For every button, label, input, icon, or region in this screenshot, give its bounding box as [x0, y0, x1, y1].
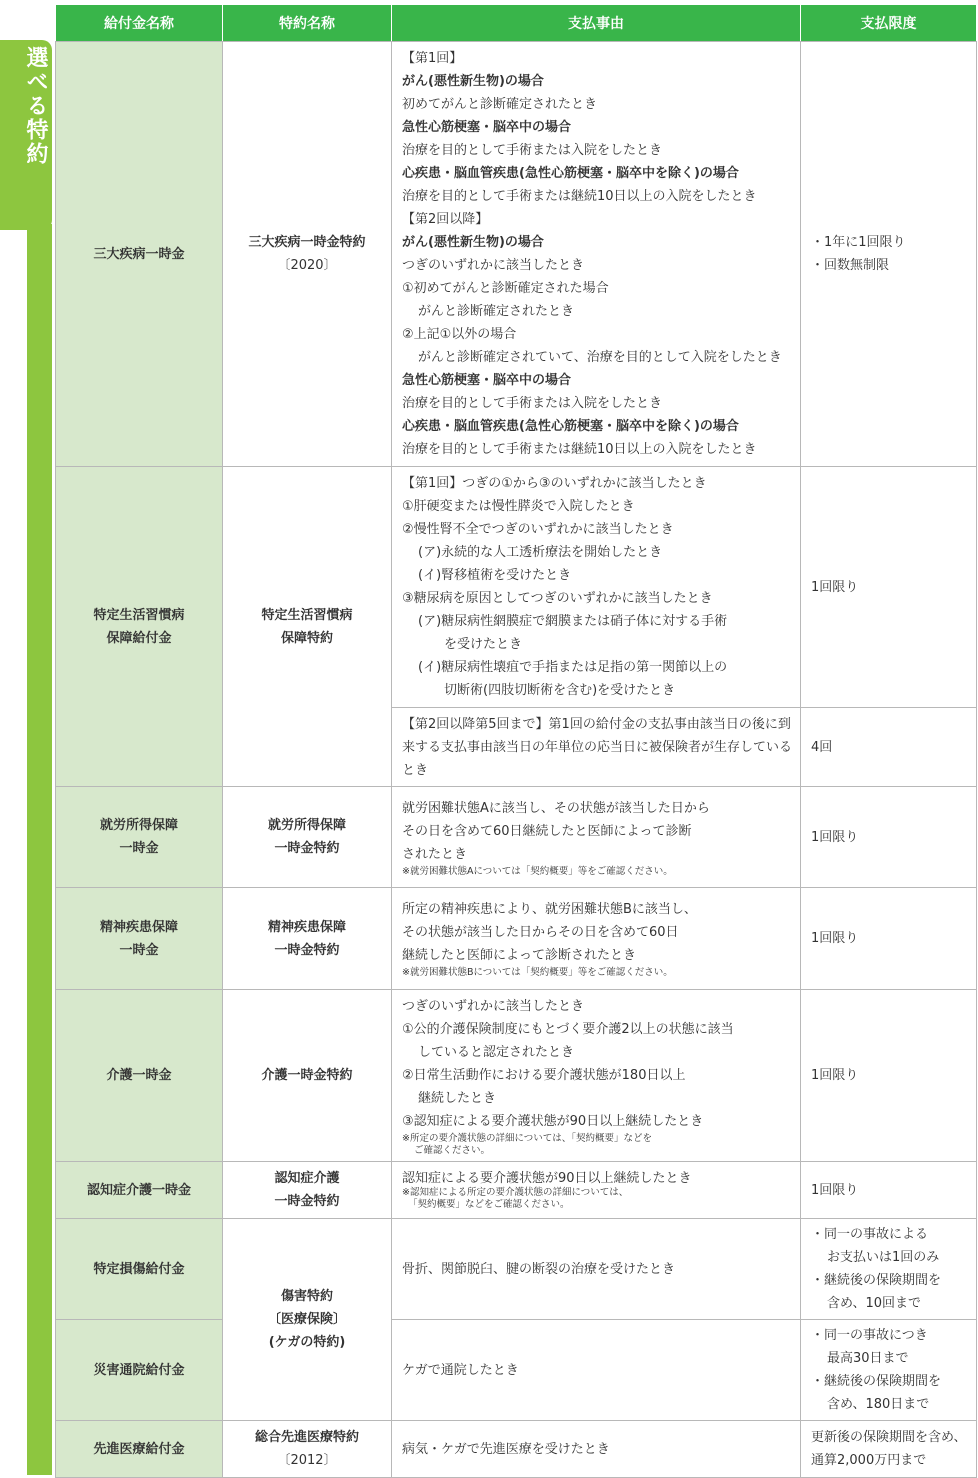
rider-name: 傷害特約 〔医療保険〕 (ケガの特約)	[223, 1219, 392, 1421]
payment-limit: 1回限り	[801, 1162, 977, 1219]
payment-reason: 所定の精神疾患により、就労困難状態Bに該当し、 その状態が該当した日からその日を含めて60日 継続したと医師によって診断されたとき ※就労困難状態Bについては「契約概要」等をご確認ください。	[392, 888, 801, 990]
payment-limit: 1回限り	[801, 787, 977, 888]
payment-reason: ケガで通院したとき	[392, 1320, 801, 1421]
header-benefit-name: 給付金名称	[56, 5, 223, 42]
benefit-name: 精神疾患保障 一時金	[56, 888, 223, 990]
table-row	[56, 1162, 977, 1219]
benefit-name: 就労所得保障 一時金	[56, 787, 223, 888]
rider-name: 総合先進医療特約 〔2012〕	[223, 1421, 392, 1478]
rider-name: 三大疾病一時金特約 〔2020〕	[223, 42, 392, 467]
payment-limit: ・同一の事故による お支払いは1回のみ ・継続後の保険期間を 含め、10回まで	[801, 1219, 977, 1320]
payment-limit: ・同一の事故につき 最高30日まで ・継続後の保険期間を 含め、180日まで	[801, 1320, 977, 1421]
payment-reason: 認知症による要介護状態が90日以上継続したとき ※認知症による所定の要介護状態の詳細については、 「契約概要」などをご確認ください。	[392, 1162, 801, 1219]
side-tab-label: 選べる特約	[23, 46, 48, 166]
benefit-name: 先進医療給付金	[56, 1421, 223, 1478]
payment-limit: ・1年に1回限り ・回数無制限	[801, 42, 977, 467]
rider-name: 特定生活習慣病 保障特約	[223, 467, 392, 787]
benefit-name: 介護一時金	[56, 990, 223, 1162]
payment-reason: 【第1回】つぎの①から③のいずれかに該当したとき ①肝硬変または慢性膵炎で入院したとき ②慢性腎不全でつぎのいずれかに該当したとき (ア)永続的な人工透析療法を開始したとき (イ)腎移植術を受けたとき ③糖尿病を原因としてつぎのいずれかに該当したとき (ア)糖尿病性網膜症で網膜または硝子体に対する手術 を受けたとき (イ)糖尿病性壊疽で手指または足指の第一関節以上の 切断術(四肢切断術を含む)を受けたとき	[392, 467, 801, 708]
payment-limit: 1回限り	[801, 990, 977, 1162]
header-row	[56, 5, 977, 42]
table-row	[56, 990, 977, 1162]
benefit-name: 三大疾病一時金	[56, 42, 223, 467]
payment-limit: 1回限り	[801, 888, 977, 990]
benefit-name: 特定生活習慣病 保障給付金	[56, 467, 223, 787]
payment-limit: 4回	[801, 708, 977, 787]
payment-limit: 更新後の保険期間を含め、 通算2,000万円まで	[801, 1421, 977, 1478]
table-row	[56, 787, 977, 888]
side-bar	[27, 224, 52, 1475]
header-payment-limit: 支払限度	[801, 5, 977, 42]
table-row	[56, 42, 977, 467]
payment-reason: つぎのいずれかに該当したとき ①公的介護保険制度にもとづく要介護2以上の状態に該当 していると認定されたとき ②日常生活動作における要介護状態が180日以上 継続したとき ③認知症による要介護状態が90日以上継続したとき ※所定の要介護状態の詳細については、「契約概要」などを ご確認ください。	[392, 990, 801, 1162]
payment-reason: 【第1回】 がん(悪性新生物)の場合 初めてがんと診断確定されたとき 急性心筋梗塞・脳卒中の場合 治療を目的として手術または入院をしたとき 心疾患・脳血管疾患(急性心筋梗塞・脳卒中を除く)の場合 治療を目的として手術または継続10日以上の入院をしたとき 【第2回以降】 がん(悪性新生物)の場合 つぎのいずれかに該当したとき ①初めてがんと診断確定された場合 がんと診断確定されたとき ②上記①以外の場合 がんと診断確定されていて、治療を目的として入院をしたとき 急性心筋梗塞・脳卒中の場合 治療を目的として手術または入院をしたとき 心疾患・脳血管疾患(急性心筋梗塞・脳卒中を除く)の場合 治療を目的として手術または継続10日以上の入院をしたとき	[392, 42, 801, 467]
benefit-name: 災害通院給付金	[56, 1320, 223, 1421]
table-row	[56, 1320, 977, 1421]
payment-reason: 骨折、関節脱臼、腱の断裂の治療を受けたとき	[392, 1219, 801, 1320]
payment-reason: 病気・ケガで先進医療を受けたとき	[392, 1421, 801, 1478]
payment-reason: 就労困難状態Aに該当し、その状態が該当した日から その日を含めて60日継続したと医師によって診断 されたとき ※就労困難状態Aについては「契約概要」等をご確認ください。	[392, 787, 801, 888]
header-rider-name: 特約名称	[223, 5, 392, 42]
payment-reason: 【第2回以降第5回まで】第1回の給付金の支払事由該当日の後に到来する支払事由該当日の年単位の応当日に被保険者が生存しているとき	[392, 708, 801, 787]
benefit-table	[55, 4, 977, 1478]
rider-name: 介護一時金特約	[223, 990, 392, 1162]
table-row	[56, 1421, 977, 1478]
benefit-name: 特定損傷給付金	[56, 1219, 223, 1320]
table-row	[56, 888, 977, 990]
payment-limit: 1回限り	[801, 467, 977, 708]
rider-name: 就労所得保障 一時金特約	[223, 787, 392, 888]
table-row	[56, 467, 977, 708]
rider-name: 精神疾患保障 一時金特約	[223, 888, 392, 990]
header-payment-reason: 支払事由	[392, 5, 801, 42]
table-row	[56, 1219, 977, 1320]
benefit-name: 認知症介護一時金	[56, 1162, 223, 1219]
rider-name: 認知症介護 一時金特約	[223, 1162, 392, 1219]
